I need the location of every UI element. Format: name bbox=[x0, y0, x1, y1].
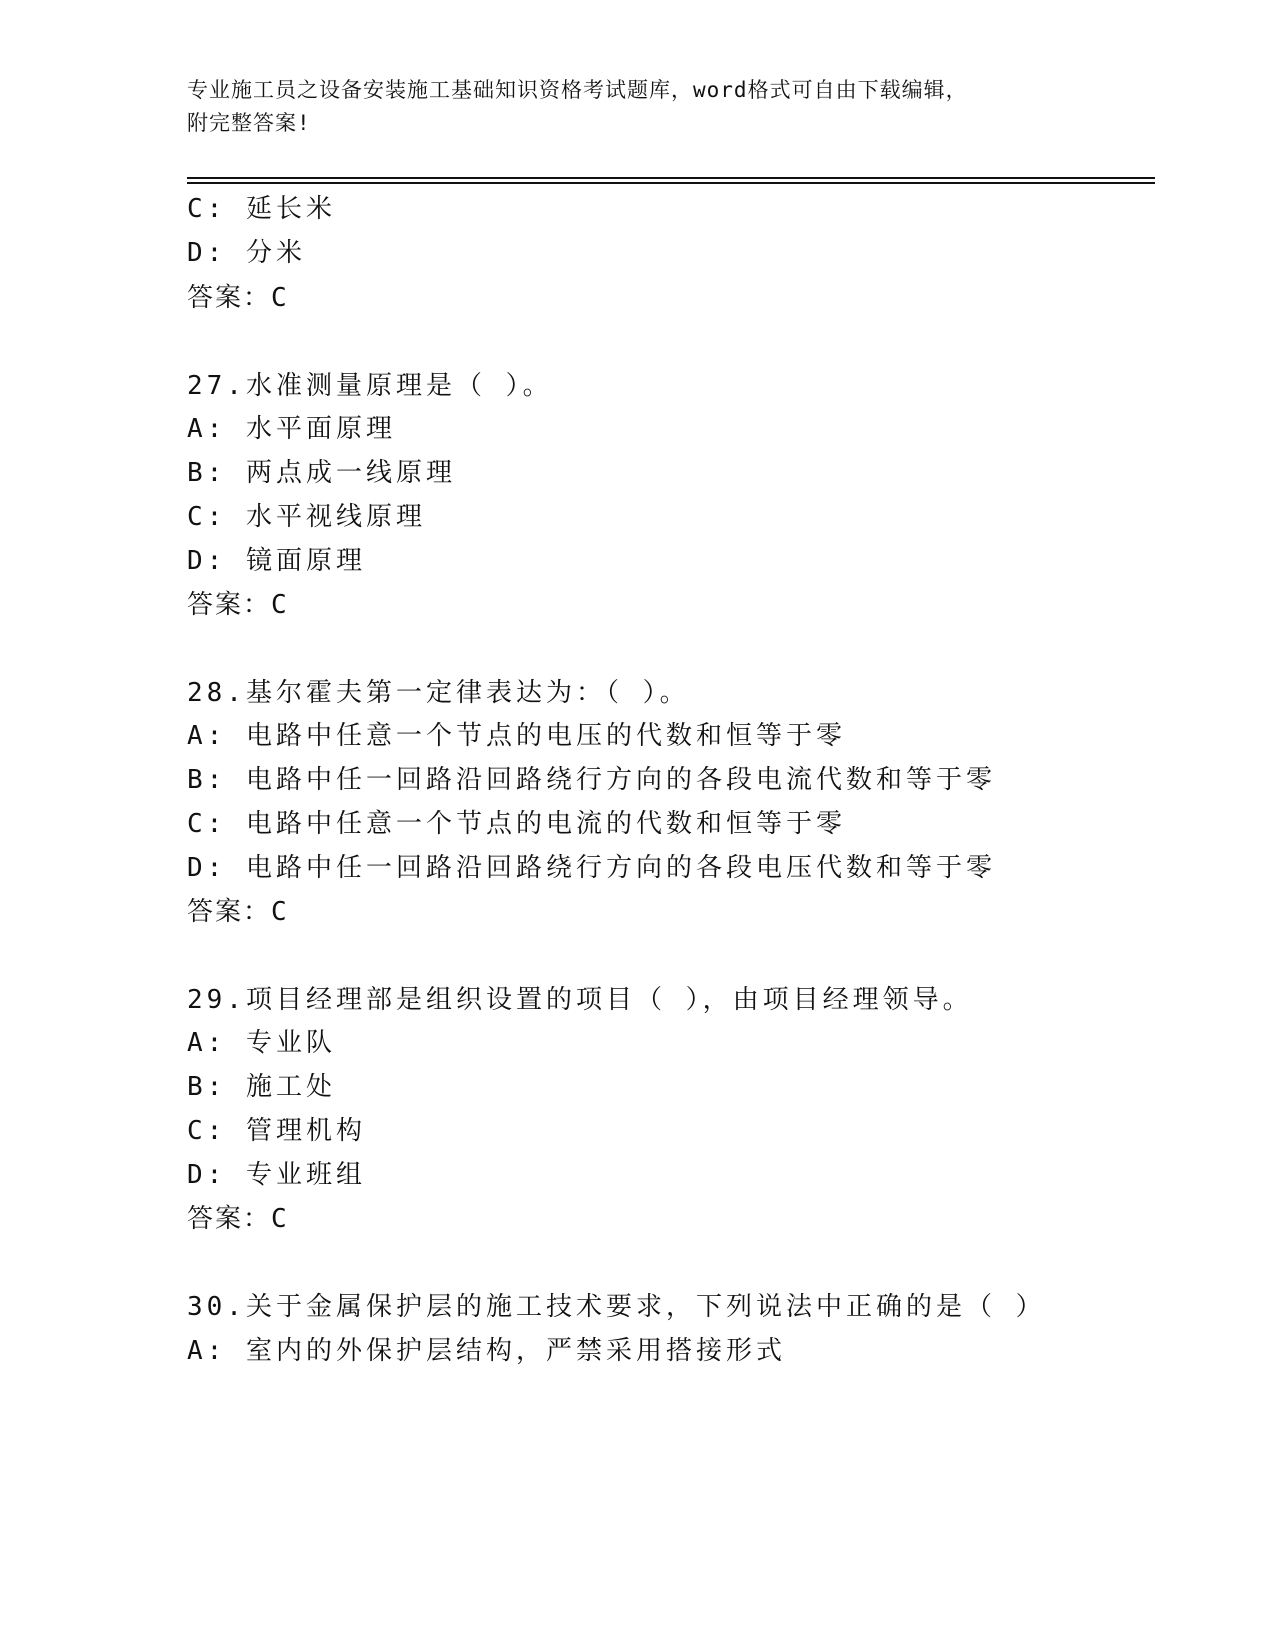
header-rule-top bbox=[187, 177, 1155, 179]
header-line-2: 附完整答案! bbox=[187, 111, 311, 135]
q27-option-d: D: 镜面原理 bbox=[187, 546, 366, 576]
header-line-1: 专业施工员之设备安装施工基础知识资格考试题库，word格式可自由下载编辑， bbox=[187, 78, 968, 102]
q29-option-a: A: 专业队 bbox=[187, 1028, 336, 1058]
q28-answer: 答案：C bbox=[187, 897, 289, 927]
q28-option-d: D: 电路中任一回路沿回路绕行方向的各段电压代数和等于零 bbox=[187, 853, 996, 883]
q29-answer: 答案：C bbox=[187, 1204, 289, 1234]
q27-stem: 27.水准测量原理是（ ）。 bbox=[187, 371, 553, 401]
q28-stem: 28.基尔霍夫第一定律表达为：（ ）。 bbox=[187, 678, 690, 708]
q26-option-d: D: 分米 bbox=[187, 238, 306, 268]
q29-option-b: B: 施工处 bbox=[187, 1072, 336, 1102]
q29-stem: 29.项目经理部是组织设置的项目（ ），由项目经理领导。 bbox=[187, 985, 973, 1015]
q27-option-b: B: 两点成一线原理 bbox=[187, 458, 456, 488]
header-rule-bottom bbox=[187, 182, 1155, 184]
q27-option-c: C: 水平视线原理 bbox=[187, 502, 426, 532]
q28-option-c: C: 电路中任意一个节点的电流的代数和恒等于零 bbox=[187, 809, 846, 839]
q28-option-b: B: 电路中任一回路沿回路绕行方向的各段电流代数和等于零 bbox=[187, 765, 996, 795]
q30-stem: 30.关于金属保护层的施工技术要求，下列说法中正确的是（ ） bbox=[187, 1292, 1046, 1322]
q30-option-a: A: 室内的外保护层结构，严禁采用搭接形式 bbox=[187, 1336, 786, 1366]
document-header bbox=[187, 74, 1087, 140]
q28-option-a: A: 电路中任意一个节点的电压的代数和恒等于零 bbox=[187, 721, 846, 751]
q26-answer: 答案：C bbox=[187, 283, 289, 313]
q29-option-d: D: 专业班组 bbox=[187, 1160, 366, 1190]
q27-answer: 答案：C bbox=[187, 590, 289, 620]
q29-option-c: C: 管理机构 bbox=[187, 1116, 366, 1146]
q26-option-c: C: 延长米 bbox=[187, 194, 336, 224]
q27-option-a: A: 水平面原理 bbox=[187, 414, 396, 444]
